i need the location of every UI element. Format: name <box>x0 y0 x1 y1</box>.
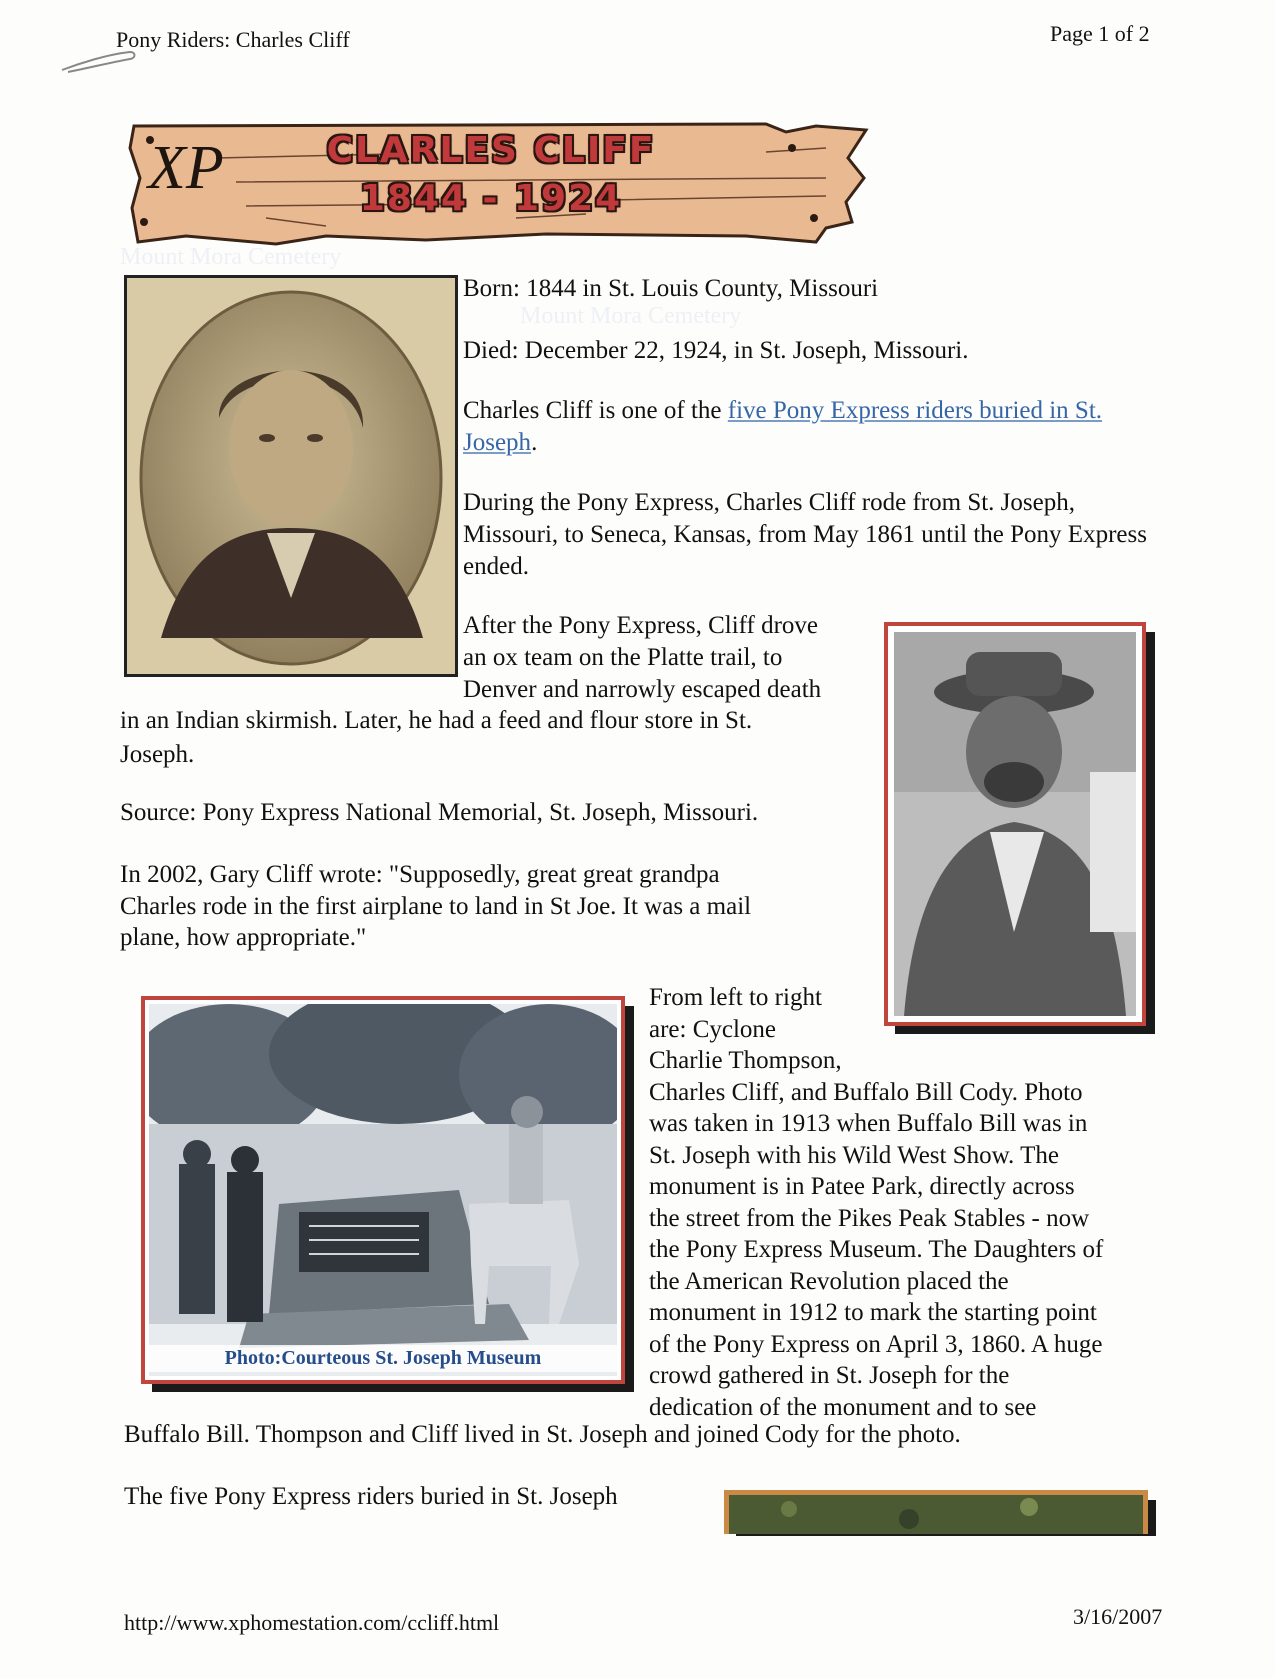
route-paragraph: During the Pony Express, Charles Cliff rode from St. Joseph, Missouri, to Seneca, Kansas, from May 1861 until the Pony Express ended. <box>463 489 1147 580</box>
photo-description-last-line: Buffalo Bill. Thompson and Cliff lived in St. Joseph and joined Cody for the photo. <box>124 1421 961 1448</box>
buried-prefix: Charles Cliff is one of the <box>463 397 728 424</box>
desc-line: are: Cyclone <box>649 1015 777 1043</box>
desc-line: the Pony Express Museum. The Daughters of <box>649 1236 1104 1263</box>
desc-line: of the Pony Express on April 3, 1860. A huge <box>649 1330 1103 1358</box>
bottom-photo-partial <box>724 1490 1148 1534</box>
paperclip-icon <box>58 46 138 76</box>
title-banner <box>126 118 871 248</box>
desc-line: St. Joseph with his Wild West Show. The <box>649 1141 1059 1169</box>
after-line-5: Joseph. <box>120 741 195 768</box>
gary-line-1: In 2002, Gary Cliff wrote: "Supposedly, great great grandpa <box>120 861 720 888</box>
gary-line-3: plane, how appropriate." <box>120 924 367 951</box>
desc-line: monument in 1912 to mark the starting point <box>649 1299 1097 1326</box>
buried-suffix: . <box>531 429 538 456</box>
page-header-title: Pony Riders: Charles Cliff <box>116 27 350 52</box>
ghost-text-2: Mount Mora Cemetery <box>520 303 742 329</box>
desc-line: the American Revolution placed the <box>649 1267 1009 1295</box>
five-riders-link[interactable]: five Pony Express riders buried in St. Joseph <box>463 397 1103 456</box>
desc-line: From left to right <box>649 984 822 1011</box>
footer-url: http://www.xphomestation.com/ccliff.html <box>124 1610 500 1635</box>
buried-paragraph <box>463 395 1163 459</box>
banner-years: 1844 - 1924 <box>359 178 623 219</box>
desc-line: monument is in Patee Park, directly across <box>649 1173 1075 1200</box>
portrait-photo <box>124 275 458 677</box>
elder-portrait-photo <box>884 622 1146 1026</box>
desc-line: the street from the Pikes Peak Stables - now <box>649 1204 1090 1232</box>
born-line: Born: 1844 in St. Louis County, Missouri <box>463 275 879 302</box>
desc-line: dedication of the monument and to see <box>649 1393 1037 1421</box>
page-number: Page 1 of 2 <box>1050 21 1150 46</box>
five-riders-heading: The five Pony Express riders buried in St. Joseph <box>124 1483 618 1510</box>
died-line: Died: December 22, 1924, in St. Joseph, Missouri. <box>463 337 969 364</box>
after-line-1: After the Pony Express, Cliff drove <box>463 612 819 639</box>
source-line: Source: Pony Express National Memorial, St. Joseph, Missouri. <box>120 799 759 826</box>
desc-line: crowd gathered in St. Joseph for the <box>649 1362 1010 1389</box>
after-line-3: Denver and narrowly escaped death <box>463 676 822 703</box>
ghost-text-1: Mount Mora Cemetery <box>120 244 342 270</box>
group-monument-photo <box>141 996 625 1384</box>
banner-name: CLARLES CLIFF <box>326 130 656 171</box>
footer-date: 3/16/2007 <box>1073 1604 1163 1629</box>
after-line-4: in an Indian skirmish. Later, he had a feed and flour store in St. <box>120 707 753 734</box>
photo-description <box>649 982 1103 1423</box>
desc-line: Charles Cliff, and Buffalo Bill Cody. Photo <box>649 1078 1083 1106</box>
after-line-2: an ox team on the Platte trail, to <box>463 644 783 671</box>
xp-logo: XP <box>148 134 224 202</box>
gary-line-2: Charles rode in the first airplane to land in St Joe. It was a mail <box>120 893 752 920</box>
desc-line: Charlie Thompson, <box>649 1047 842 1074</box>
photo-credit-caption: Photo:Courteous St. Joseph Museum <box>145 1345 621 1372</box>
desc-line: was taken in 1913 when Buffalo Bill was in <box>649 1110 1088 1137</box>
